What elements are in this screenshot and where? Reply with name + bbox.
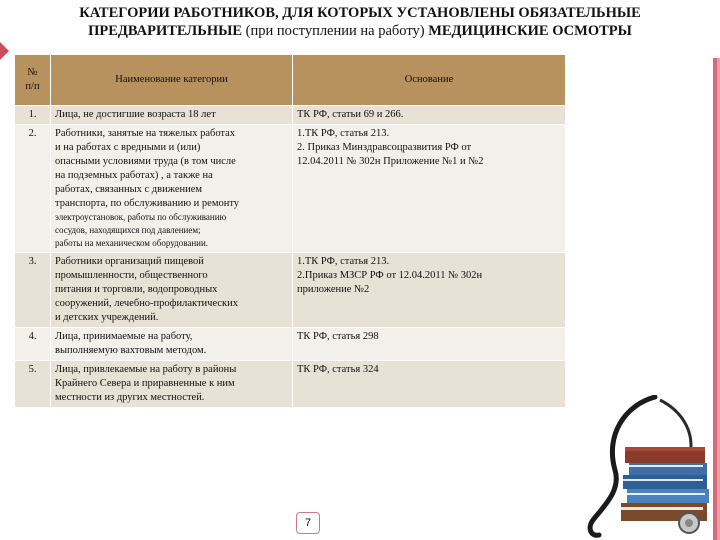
row-number: 4. <box>15 328 51 361</box>
title-line-1: КАТЕГОРИИ РАБОТНИКОВ, ДЛЯ КОТОРЫХ УСТАНОВЛЕНЫ ОБЯЗАТЕЛЬНЫЕ <box>79 5 641 21</box>
book-2 <box>629 463 707 475</box>
header-num-line2: п/п <box>25 81 40 92</box>
category-line: Работники, занятые на тяжелых работах <box>55 128 236 139</box>
basis-line: 2.Приказ МЗСР РФ от 12.04.2011 № 302н <box>297 270 483 281</box>
row-number: 2. <box>15 125 51 253</box>
category-line: выполняемую вахтовым методом. <box>55 345 207 356</box>
row-basis <box>293 328 566 361</box>
category-line: и на работах с вредными и (или) <box>55 142 201 153</box>
row-category <box>51 328 293 361</box>
category-line: на подземных работах) , а также на <box>55 170 213 181</box>
row-category <box>51 125 293 253</box>
category-line: Крайнего Севера и приравненные к ним <box>55 378 235 389</box>
row-basis <box>293 106 566 125</box>
header-num <box>15 55 51 106</box>
category-line: сооружений, лечебно-профилактических <box>55 298 239 309</box>
category-small-line: работы на механическом оборудовании. <box>55 238 209 248</box>
table-row <box>15 361 566 408</box>
basis-line: 2. Приказ Минздравсоцразвития РФ от <box>297 142 472 153</box>
category-line: Лица, привлекаемые на работу в районы <box>55 364 237 375</box>
row-category <box>51 253 293 328</box>
category-line: Лица, принимаемые на работу, <box>55 331 193 342</box>
title-line-2 <box>40 22 680 40</box>
category-line: работах, связанных с движением <box>55 184 203 195</box>
category-line: опасными условиями труда (в том числе <box>55 156 236 167</box>
page-title <box>40 4 680 40</box>
row-basis <box>293 361 566 408</box>
title-line-2-bold-b: МЕДИЦИНСКИЕ ОСМОТРЫ <box>428 23 632 39</box>
header-num-line1: № <box>27 67 38 78</box>
header-basis: Основание <box>293 55 566 106</box>
table-row <box>15 125 566 253</box>
row-number: 1. <box>15 106 51 125</box>
category-line: Работники организаций пищевой <box>55 256 204 267</box>
basis-line: ТК РФ, статьи 69 и 266. <box>297 109 404 120</box>
basis-line: 1.ТК РФ, статья 213. <box>297 128 390 139</box>
basis-line: 12.04.2011 № 302н Приложение №1 и №2 <box>297 156 484 167</box>
basis-line: 1.ТК РФ, статья 213. <box>297 256 390 267</box>
table-row <box>15 106 566 125</box>
category-line: транспорта, по обслуживанию и ремонту <box>55 198 240 209</box>
table-row <box>15 253 566 328</box>
row-basis <box>293 125 566 253</box>
book-3 <box>623 475 707 489</box>
book-4 <box>627 489 709 503</box>
category-line: Лица, не достигшие возраста 18 лет <box>55 109 216 120</box>
category-small-line: сосудов, находящихся под давлением; <box>55 225 201 235</box>
header-category: Наименование категории <box>51 55 293 106</box>
row-category <box>51 361 293 408</box>
arrow-right-icon <box>0 42 9 60</box>
category-line: и детских учреждений. <box>55 312 159 323</box>
table-row <box>15 328 566 361</box>
row-basis <box>293 253 566 328</box>
category-line: промышленности, общественного <box>55 270 208 281</box>
stethoscope-branch <box>660 400 691 455</box>
category-small-line: электроустановок, работы по обслуживанию <box>55 212 227 222</box>
categories-table <box>14 54 566 408</box>
books-stethoscope-illustration <box>585 395 715 540</box>
row-number: 5. <box>15 361 51 408</box>
category-line: местности из других местностей. <box>55 392 205 403</box>
category-line: питания и торговли, водопроводных <box>55 284 218 295</box>
row-number: 3. <box>15 253 51 328</box>
row-category <box>51 106 293 125</box>
basis-line: ТК РФ, статья 324 <box>297 364 379 375</box>
title-line-2-normal: (при поступлении на работу) <box>245 23 425 39</box>
table-header-row <box>15 55 566 106</box>
title-line-2-bold-a: ПРЕДВАРИТЕЛЬНЫЕ <box>88 23 243 39</box>
table-body <box>15 106 566 408</box>
basis-line: ТК РФ, статья 298 <box>297 331 379 342</box>
page-number: 7 <box>296 512 320 534</box>
basis-line: приложение №2 <box>297 284 370 295</box>
